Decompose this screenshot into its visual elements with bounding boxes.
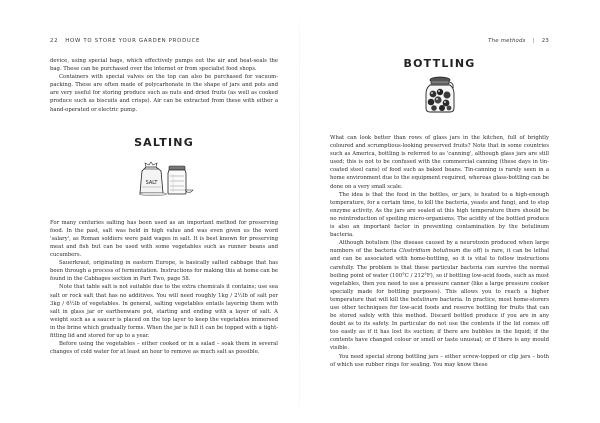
right-running-head: [330, 38, 549, 44]
left-paragraph-4: Sauerkraut, originating in eastern Europe, is basically salted cabbage that has been through a process of fermentation. Instructions for making this at home can be found in the Cabbages section in Part Two, page 58.: [50, 260, 279, 283]
right-paragraph-4: You need special strong bottling jars – either screw-topped or clip jars – both of which use rubber rings for sealing. You may know these: [330, 353, 549, 368]
salt-illustration-icon: [134, 157, 194, 197]
bottling-jar-illustration: [330, 74, 549, 114]
right-paragraph-1: What can look better than rows of glass jars in the kitchen, full of brightly coloured and scrumptious-looking preserved fruits? Note that in some countries such as America, bottling is referred to as 'canning', although glass jars are still used; this is not to be confused with the commercial canning (these days in tin-coated steel cans) of food such as baked beans. Tin-canning is rarely seen in a home environment due to the equipment required, whereas glass-bottling can be done on a very small scale.: [330, 135, 549, 190]
left-paragraph-5: Note that table salt is not suitable due to the extra chemicals it contains; use sea salt or rock salt that has no additives. You will need roughly 1kg / 2½lb of salt per 3kg / 6½lb of vegetables. In general, salting vegetables entails layering them with salt in glass jar or earthenware pot, starting and ending with a layer of salt. A weight such as a saucer is placed on the top layer to keep the vegetables immersed in the brine which gradually forms. When the jar is full it can be topped with a tight-fitting lid and stored for up to a year.: [50, 284, 278, 339]
left-paragraph-6: Before using the vegetables – either cooked or in a salad – soak them in several changes of cold water for at least an hour to remove as much salt as possible.: [50, 341, 278, 356]
right-page-number: 23: [541, 38, 549, 44]
svg-text:SALT: SALT: [145, 179, 158, 186]
right-paragraph-3-part-3: bacteria. In practice, most home-storers use other techniques for low-acid foods and reserve bottling for fruits that can be stored safely with this method. Discard bottled produce if you are in any doubt as to its safety. In particular do not use the contents if the lid comes off too easily as if it has lost its suction; if there are bubbles in the liquid; if the contents have changed colour or smell or taste unusual; or if there is any mould visible.: [330, 296, 549, 352]
salting-heading: SALTING: [134, 135, 194, 149]
left-paragraph-1: device, using special bags, which effectively pumps out the air and heat-seals the bag. These can be purchased over the internet or from specialist food shops.: [50, 58, 278, 73]
bottling-jar-icon: [420, 74, 460, 114]
left-running-title: HOW TO STORE YOUR GARDEN PRODUCE: [65, 38, 201, 44]
left-paragraph-2: Containers with special valves on the top can also be purchased for vacuum-packing. These are often made of polycarbonate in the shape of jars and pots and are very useful for storing produce such as nuts and dried fruits (as well as cooked produce such as biscuits and crisps). Air can be extracted from these with either a hand-operated or electric pump.: [50, 74, 278, 113]
left-paragraph-3: For many centuries salting has been used as an important method for preserving food. In the past, salt was held in high value and was even given us the word 'salary', as Roman soldiers were paid wages in salt. It is best known for preserving meat and fish but can be used with some vegetables such as runner beans and cucumbers.: [50, 219, 278, 259]
right-paragraph-3-italic-1: Clostridium botulinum: [399, 248, 461, 255]
right-paragraph-2: The idea is that the food in the bottles, or jars, is heated to a high-enough temperature, for a certain time, to kill the bacteria, yeasts and fungi, and to stop enzyme activity. As the jars are sealed at this high temperature there should be no reintroduction of spoiling micro-organisms. The acidity of the bottled produce is also an important factor in preventing contamination by the botulinum bacteria.: [330, 191, 549, 239]
right-paragraph-3-italic-2: botulinum: [410, 296, 438, 303]
left-page-number: 22: [50, 38, 59, 44]
bottling-heading: BOTTLING: [403, 57, 476, 70]
right-paragraph-3-part-1: Although botulism (the disease caused by a neurotoxin produced when large numbers of the bacteria: [330, 240, 549, 255]
right-page: [300, 0, 600, 423]
right-paragraph-3-part-2: die off) is rare, it can be lethal and can be associated with home-bottling, so it is vital to follow instructions carefully. The problem is that these particular bacteria can survive the normal boiling point of water (100°C / 212°F), so if bottling low-acid foods, such as most vegetables, then you need to use a pressure canner (like a large pressure cooker specially made for bottling purposes). This allows you to reach a higher temperature that will kill the: [330, 248, 549, 303]
salt-bag-and-jar-illustration: [50, 157, 278, 197]
right-running-title: The methods: [488, 38, 526, 44]
running-head-divider: |: [532, 38, 535, 44]
right-paragraph-3: [330, 239, 549, 352]
left-running-head: [50, 38, 278, 44]
